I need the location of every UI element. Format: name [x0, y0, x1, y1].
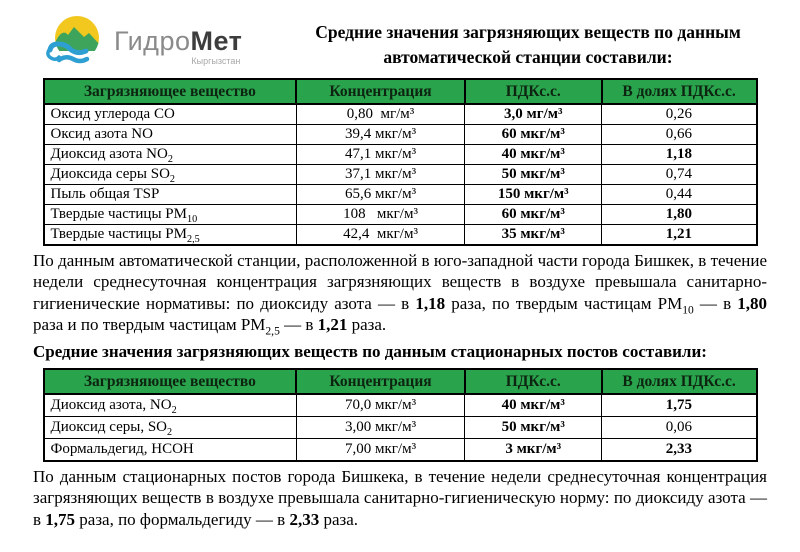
- text-segment: 0,06: [665, 419, 692, 436]
- table-row: [44, 104, 757, 125]
- table-cell: [44, 125, 297, 145]
- text-segment: 1,75: [665, 397, 692, 414]
- brand-subtitle: Кыргызстан: [191, 56, 241, 66]
- table-row: [44, 417, 757, 439]
- table-cell: [602, 394, 757, 417]
- text-segment: 2,33: [289, 509, 320, 529]
- text-segment: 2,5: [186, 233, 200, 245]
- text-segment: 7,00 мкг/м³: [344, 441, 417, 458]
- text-segment: 1,75: [45, 509, 76, 529]
- text-segment: 60 мкг/м³: [501, 125, 565, 142]
- table-row: [44, 394, 757, 417]
- table-cell: [44, 185, 297, 205]
- text-segment: 40 мкг/м³: [501, 145, 565, 162]
- table-cell: [465, 205, 602, 225]
- table-cell: [465, 125, 602, 145]
- table-cell: [296, 439, 465, 462]
- text-segment: По данным автоматической станции, расположенной в юго-западной части города Бишкек, в течение недели среднесуточная концентрация загрязняющих веществ в воздухе превышала санитарно-гигиенические нормативы: по диоксиду азота — в: [33, 251, 767, 313]
- text-segment: Диоксид азота, NO: [50, 397, 172, 414]
- table-cell: [465, 439, 602, 462]
- text-segment: 2,33: [665, 441, 692, 458]
- text-segment: 65,6 мкг/м³: [344, 185, 417, 202]
- table-header-cell: В долях ПДКс.с.: [602, 79, 757, 104]
- table-row: [44, 165, 757, 185]
- text-segment: 35 мкг/м³: [501, 225, 565, 242]
- section-title-stationary-posts: Средние значения загрязняющих веществ по данным стационарных постов составили:: [33, 342, 707, 362]
- table-cell: [296, 417, 465, 439]
- auto-station-table: [43, 78, 758, 246]
- table-cell: [602, 125, 757, 145]
- text-segment: 37,1 мкг/м³: [344, 165, 417, 182]
- table-cell: [465, 165, 602, 185]
- table-cell: [602, 439, 757, 462]
- text-segment: 3 мкг/м³: [505, 441, 562, 458]
- text-segment: 3,00 мкг/м³: [344, 419, 417, 436]
- text-segment: Твердые частицы PM: [50, 225, 187, 242]
- hydromet-logo: [44, 12, 290, 72]
- auto-station-summary: [33, 250, 767, 338]
- text-segment: Диоксид азота NO: [50, 145, 168, 162]
- table-cell: [44, 205, 297, 225]
- stationary-posts-table: [43, 368, 758, 462]
- text-segment: 1,18: [665, 145, 692, 162]
- text-segment: 1,21: [665, 225, 692, 242]
- text-segment: 2: [169, 173, 175, 185]
- text-segment: Оксид углерода СО: [50, 105, 175, 122]
- table-cell: [296, 225, 465, 246]
- text-segment: раза.: [347, 314, 387, 334]
- table-cell: [44, 145, 297, 165]
- stationary-posts-summary: [33, 466, 767, 530]
- brand-name: ГидроМет: [114, 26, 243, 56]
- text-segment: 0,66: [665, 125, 692, 142]
- text-segment: 1,80: [737, 293, 767, 313]
- text-segment: 108 мкг/м³: [343, 205, 418, 222]
- text-segment: 10: [682, 302, 694, 316]
- table-cell: [465, 225, 602, 246]
- text-segment: 42,4 мкг/м³: [343, 225, 418, 242]
- section-title-auto-station: Средние значения загрязняющих веществ по данным автоматической станции составили:: [315, 22, 741, 67]
- text-segment: 50 мкг/м³: [501, 419, 565, 436]
- text-segment: 60 мкг/м³: [501, 205, 565, 222]
- text-segment: 150 мкг/м³: [497, 185, 569, 202]
- text-segment: Диоксид серы, SO: [50, 419, 167, 436]
- text-segment: раза, по твердым частицам PM: [445, 293, 683, 313]
- table-row: [44, 145, 757, 165]
- text-segment: раза, по формальдегиду — в: [75, 509, 290, 529]
- text-segment: 0,80 мг/м³: [346, 105, 415, 122]
- table-cell: [602, 145, 757, 165]
- table-row: [44, 205, 757, 225]
- brand-text: [114, 28, 242, 66]
- table-cell: [465, 145, 602, 165]
- page-header: [0, 0, 800, 72]
- text-segment: Формальдегид, HCOH: [50, 441, 194, 458]
- text-segment: 0,44: [665, 185, 692, 202]
- table-header-row: [44, 79, 757, 104]
- table-cell: [465, 104, 602, 125]
- text-segment: Пыль общая TSP: [50, 185, 160, 202]
- table-header-cell: Концентрация: [296, 369, 465, 394]
- table-cell: [296, 104, 465, 125]
- table-cell: [602, 165, 757, 185]
- table-cell: [602, 417, 757, 439]
- text-segment: — в: [693, 293, 738, 313]
- table-cell: [296, 394, 465, 417]
- hydromet-logo-icon: [44, 12, 108, 72]
- text-segment: 40 мкг/м³: [501, 397, 565, 414]
- text-segment: Оксид азота NO: [50, 125, 153, 142]
- text-segment: Твердые частицы PM: [50, 205, 187, 222]
- table-header-row: [44, 369, 757, 394]
- table-cell: [44, 225, 297, 246]
- table-header-cell: Загрязняющее вещество: [44, 369, 297, 394]
- table-cell: [296, 125, 465, 145]
- table-row: [44, 125, 757, 145]
- text-segment: 70,0 мкг/м³: [344, 397, 417, 414]
- text-segment: 10: [186, 213, 198, 225]
- table-cell: [44, 439, 297, 462]
- text-segment: раза.: [319, 509, 359, 529]
- table-row: [44, 185, 757, 205]
- table-header-cell: ПДКс.с.: [465, 369, 602, 394]
- text-segment: 2: [167, 153, 173, 165]
- text-segment: 1,18: [415, 293, 446, 313]
- table-cell: [602, 104, 757, 125]
- text-segment: 2: [171, 405, 177, 417]
- table-header-cell: В долях ПДКс.с.: [602, 369, 757, 394]
- table-cell: [296, 165, 465, 185]
- table-row: [44, 439, 757, 462]
- table-row: [44, 225, 757, 246]
- table-cell: [44, 417, 297, 439]
- table-cell: [602, 225, 757, 246]
- text-segment: раза и по твердым частицам PM: [33, 314, 266, 334]
- text-segment: 2: [167, 427, 173, 439]
- text-segment: По данным стационарных постов города Бишкека, в течение недели среднесуточная концентрация загрязняющих веществ в воздухе превышала санитарно-гигиеническую норму: по диоксиду азота — в: [33, 467, 767, 529]
- table-cell: [465, 185, 602, 205]
- text-segment: 1,80: [665, 205, 692, 222]
- text-segment: 39,4 мкг/м³: [344, 125, 417, 142]
- text-segment: 1,21: [317, 314, 348, 334]
- text-segment: 50 мкг/м³: [501, 165, 565, 182]
- table-cell: [44, 165, 297, 185]
- table-cell: [602, 185, 757, 205]
- text-segment: 0,74: [665, 165, 692, 182]
- text-segment: Диоксида серы SO: [50, 165, 170, 182]
- text-segment: 2,5: [265, 324, 280, 338]
- table-cell: [465, 417, 602, 439]
- table-cell: [602, 205, 757, 225]
- table-cell: [296, 145, 465, 165]
- text-segment: 0,26: [665, 105, 692, 122]
- text-segment: 47,1 мкг/м³: [344, 145, 417, 162]
- table-header-cell: Концентрация: [296, 79, 465, 104]
- table-header-cell: ПДКс.с.: [465, 79, 602, 104]
- table-cell: [44, 394, 297, 417]
- table-header-cell: Загрязняющее вещество: [44, 79, 297, 104]
- table-cell: [465, 394, 602, 417]
- table-cell: [296, 205, 465, 225]
- text-segment: 3,0 мг/м³: [504, 105, 563, 122]
- table-cell: [44, 104, 297, 125]
- text-segment: — в: [279, 314, 318, 334]
- table-cell: [296, 185, 465, 205]
